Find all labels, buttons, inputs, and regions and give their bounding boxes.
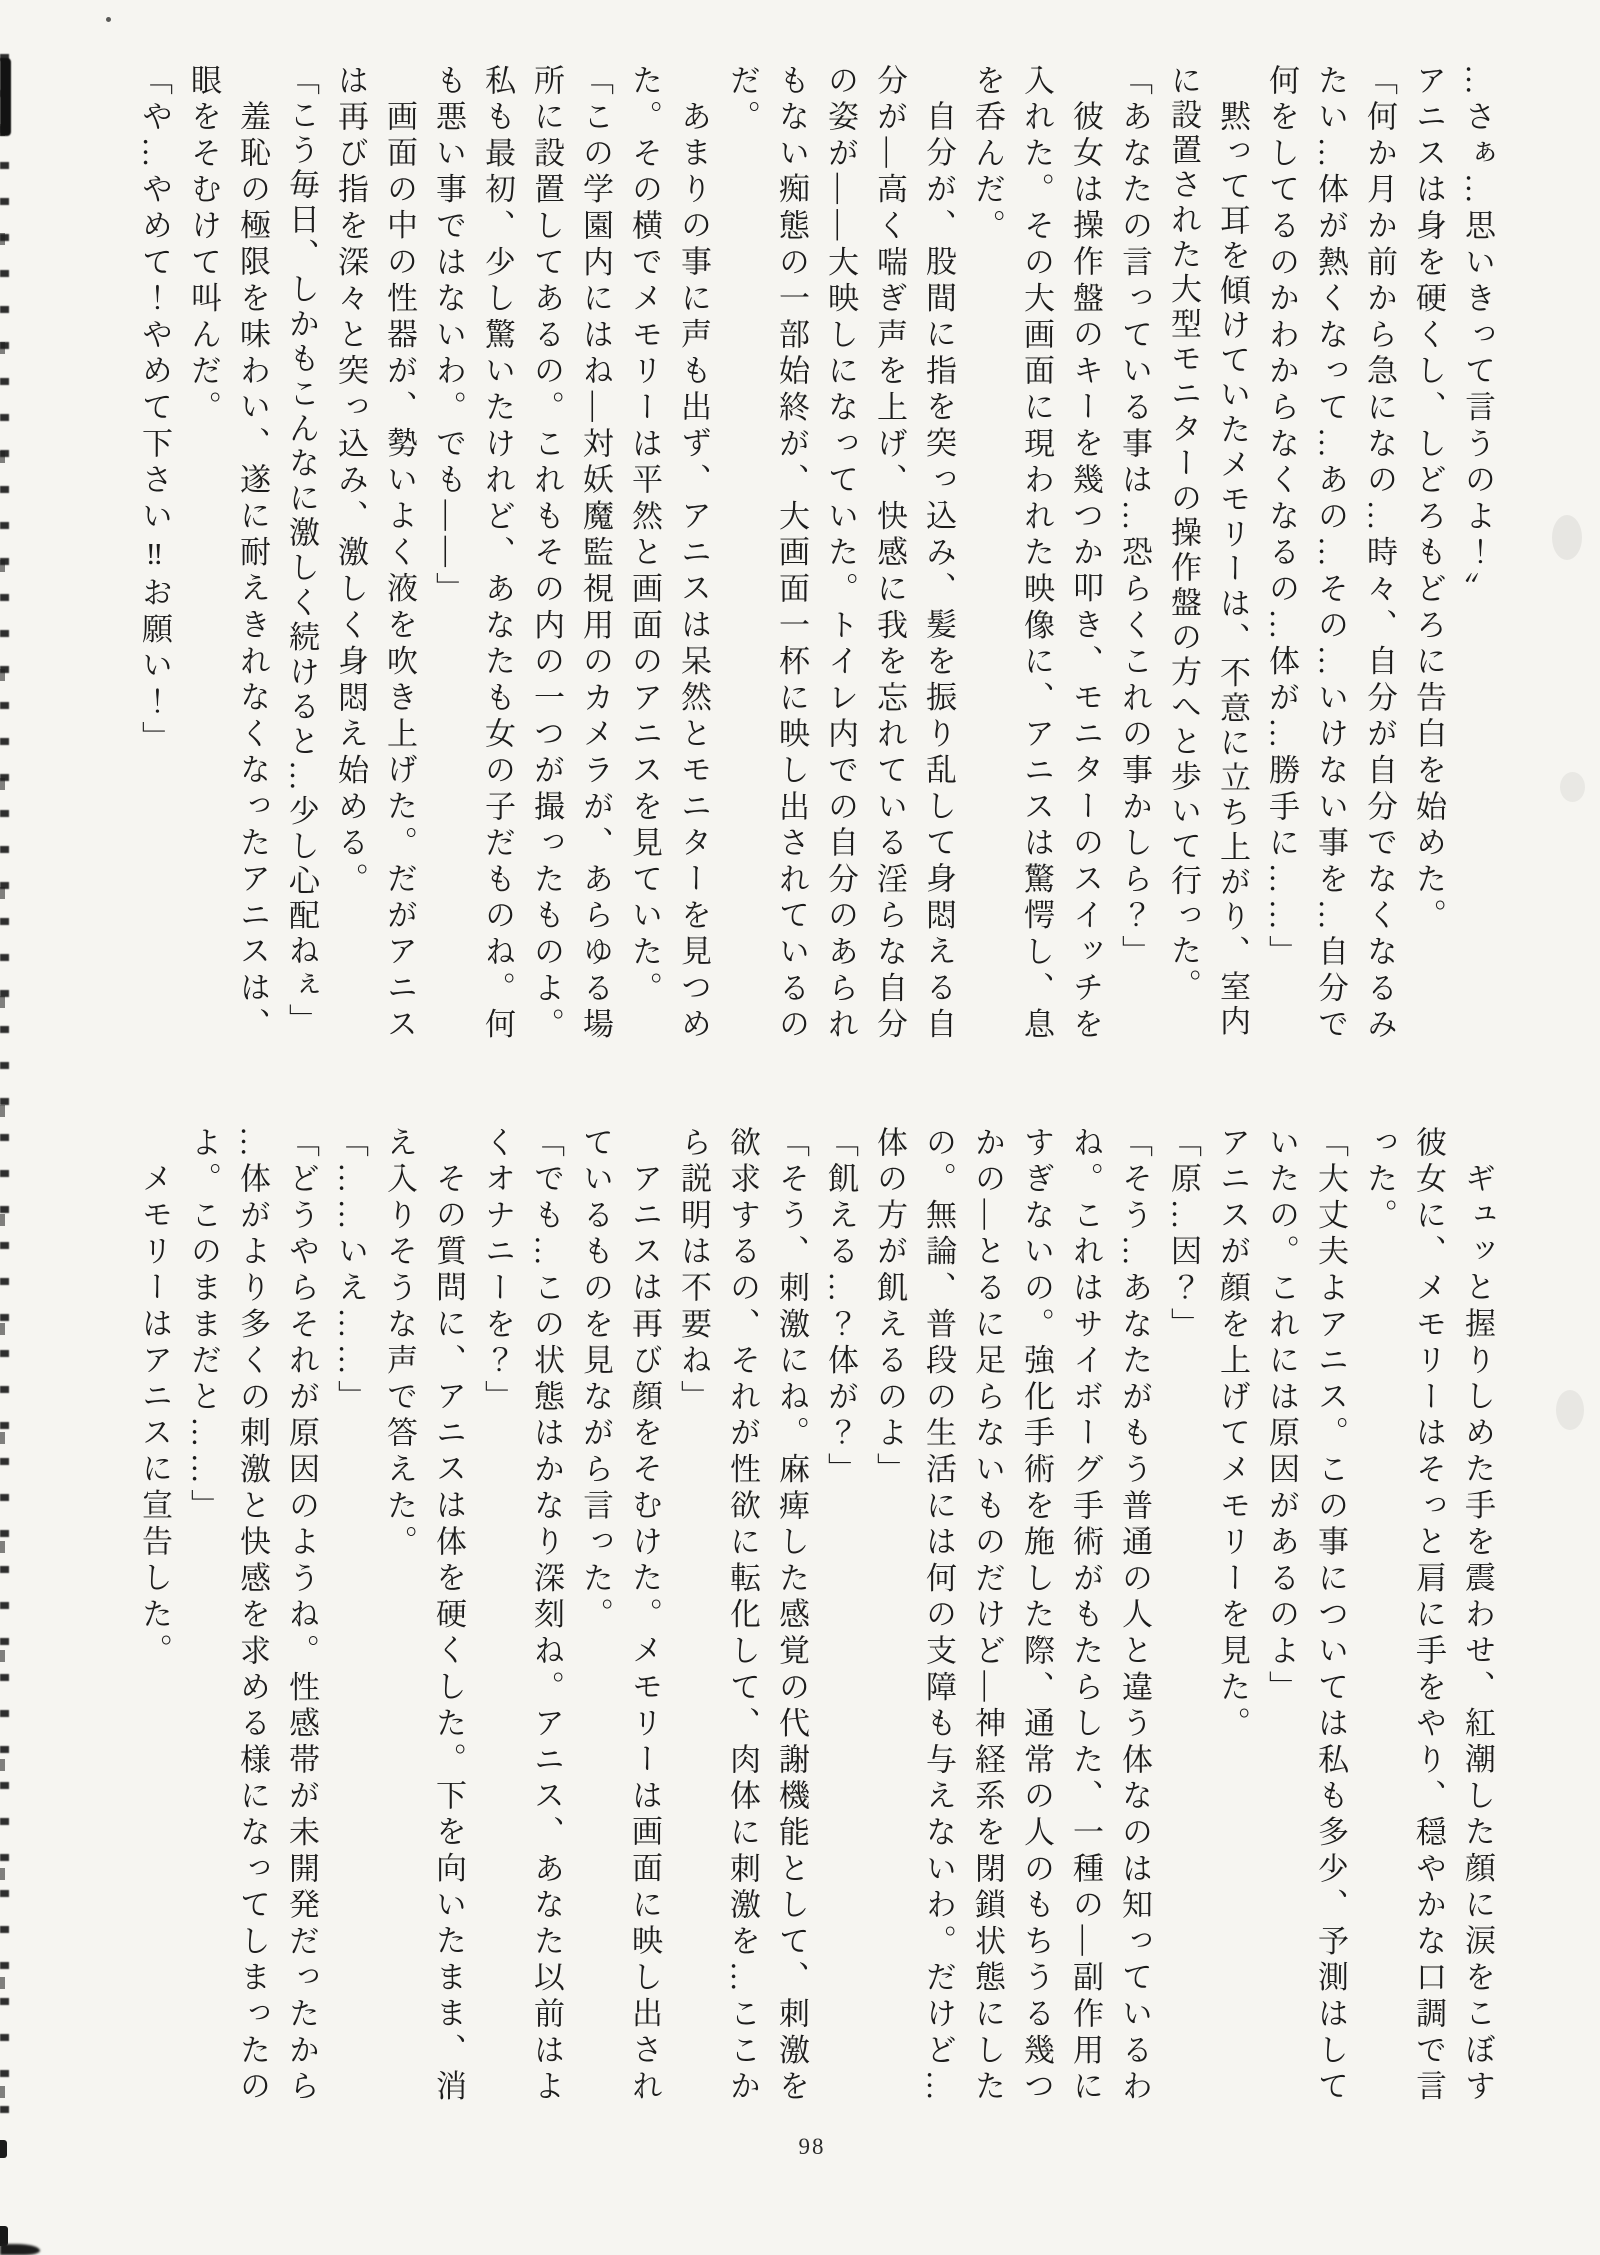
- right-edge-scan-smudge-3: [1556, 1390, 1584, 1430]
- top-ink-speck: [106, 17, 111, 22]
- paragraph: 「そう、刺激にね。麻痺した感覚の代謝機能として、刺激を欲求するの、それが性欲に転化して、肉体に刺激を…ここから説明は不要ね」: [676, 1126, 809, 2107]
- right-edge-scan-smudge-2: [1560, 772, 1585, 802]
- left-edge-ink-blob: [0, 58, 11, 136]
- paragraph: その質問に、アニスは体を硬くした。下を向いたまま、消え入りそうな声で答えた。: [382, 1126, 466, 2106]
- paragraph: 黙って耳を傾けていたメモリーは、不意に立ち上がり、室内に設置された大型モニターの操作盤の方へと歩いて行った。: [1166, 64, 1250, 1040]
- paragraph: 画面の中の性器が、勢いよく液を吹き上げた。だがアニスは再び指を深々と突っ込み、激しく身悶え始める。: [333, 64, 417, 1044]
- paragraph: ギュッと握りしめた手を震わせ、紅潮した顔に涙をこぼす彼女に、メモリーはそっと肩に手をやり、穏やかな口調で言った。: [1362, 1126, 1495, 2107]
- paragraph: 「原…因？」: [1166, 1126, 1201, 1344]
- bottom-edge-ink-smudge: [0, 2244, 40, 2255]
- paragraph: 「この学園内にはね―対妖魔監視用のカメラが、あらゆる場所に設置してあるの。これもその内の一つが撮ったものよ。私も最初、少し驚いたけれど、あなたも女の子だものね。何も悪い事ではないわ。でも――」: [431, 64, 613, 1045]
- page-number: 98: [798, 2134, 826, 2159]
- bottom-left-ink-mark-1: [0, 2140, 7, 2158]
- bottom-left-ink-mark-2: [0, 2226, 8, 2246]
- paragraph: 「どうやらそれが原因のようね。性感帯が未開発だったから…体がより多くの刺激と快感を求める様になってしまったのよ。このままだと……」: [186, 1126, 319, 2107]
- left-edge-print-bleed-marks-2: [0, 72, 5, 2122]
- text-block-bottom: [122, 1126, 1502, 2112]
- paragraph: アニスは再び顔をそむけた。メモリーは画面に映し出されているものを見ながら言った。: [578, 1126, 662, 2106]
- paragraph: 「大丈夫よアニス。この事については私も多少、予測はしていたの。これには原因があるのよ」: [1264, 1126, 1348, 2107]
- paragraph: 「そう…あなたがもう普通の人と違う体なのは知っているわね。これはサイボーグ手術がもたらした、一種の―副作用にすぎないの。強化手術を施した際、通常の人のもちうる幾つかの―とるに足らないものだけど―神経系を閉鎖状態にしたの。無論、普段の生活には何の支障も与えないわ。だけど…体の方が飢えるのよ」: [872, 1126, 1152, 2107]
- paragraph: 「……いえ……」: [333, 1126, 368, 1417]
- paragraph: …さぁ…思いきって言うのよ！〞: [1460, 64, 1495, 609]
- paragraph: 「あなたの言っている事は…恐らくこれの事かしら？」: [1117, 64, 1152, 972]
- paragraph: 「何か月か前から急になの…時々、自分が自分でなくなるみたい…体が熱くなって…あの…その…いけない事を…自分で何をしてるのかわからなくなるの…体が…勝手に……」: [1264, 64, 1397, 1045]
- paragraph: 「こう毎日、しかもこんなに激しく続けると…少し心配ねぇ」: [284, 64, 319, 1039]
- right-edge-scan-smudge-1: [1552, 515, 1582, 560]
- text-block-top: [122, 64, 1502, 1050]
- paragraph: あまりの事に声も出ず、アニスは呆然とモニターを見つめた。その横でメモリーは平然と画面のアニスを見ていた。: [627, 64, 711, 1044]
- paragraph: 自分が、股間に指を突っ込み、髪を振り乱して身悶える自分が―高く喘ぎ声を上げ、快感に我を忘れている淫らな自分の姿が――大映しになっていた。トイレ内での自分のあられもない痴態の一部始終が、大画面一杯に映し出されているのだ。: [725, 64, 956, 1045]
- paragraph: 彼女は操作盤のキーを幾つか叩き、モニターのスイッチを入れた。その大画面に現われた映像に、アニスは驚愕し、息を呑んだ。: [970, 64, 1103, 1045]
- paragraph: メモリーはアニスに宣告した。: [137, 1162, 172, 1671]
- paragraph: アニスは身を硬くし、しどろもどろに告白を始めた。: [1411, 64, 1446, 936]
- paragraph: アニスが顔を上げてメモリーを見た。: [1215, 1126, 1250, 1744]
- paragraph: 「飢える…？体が？」: [823, 1126, 858, 1489]
- paragraph: 羞恥の極限を味わい、遂に耐えきれなくなったアニスは、眼をそむけて叫んだ。: [186, 64, 270, 1044]
- paragraph: 「や…やめて！やめて下さい‼お願い！」: [137, 64, 172, 758]
- left-edge-print-bleed-marks: [0, 54, 9, 2140]
- paragraph: 「でも…この状態はかなり深刻ね。アニス、あなた以前はよくオナニーを？」: [480, 1126, 564, 2107]
